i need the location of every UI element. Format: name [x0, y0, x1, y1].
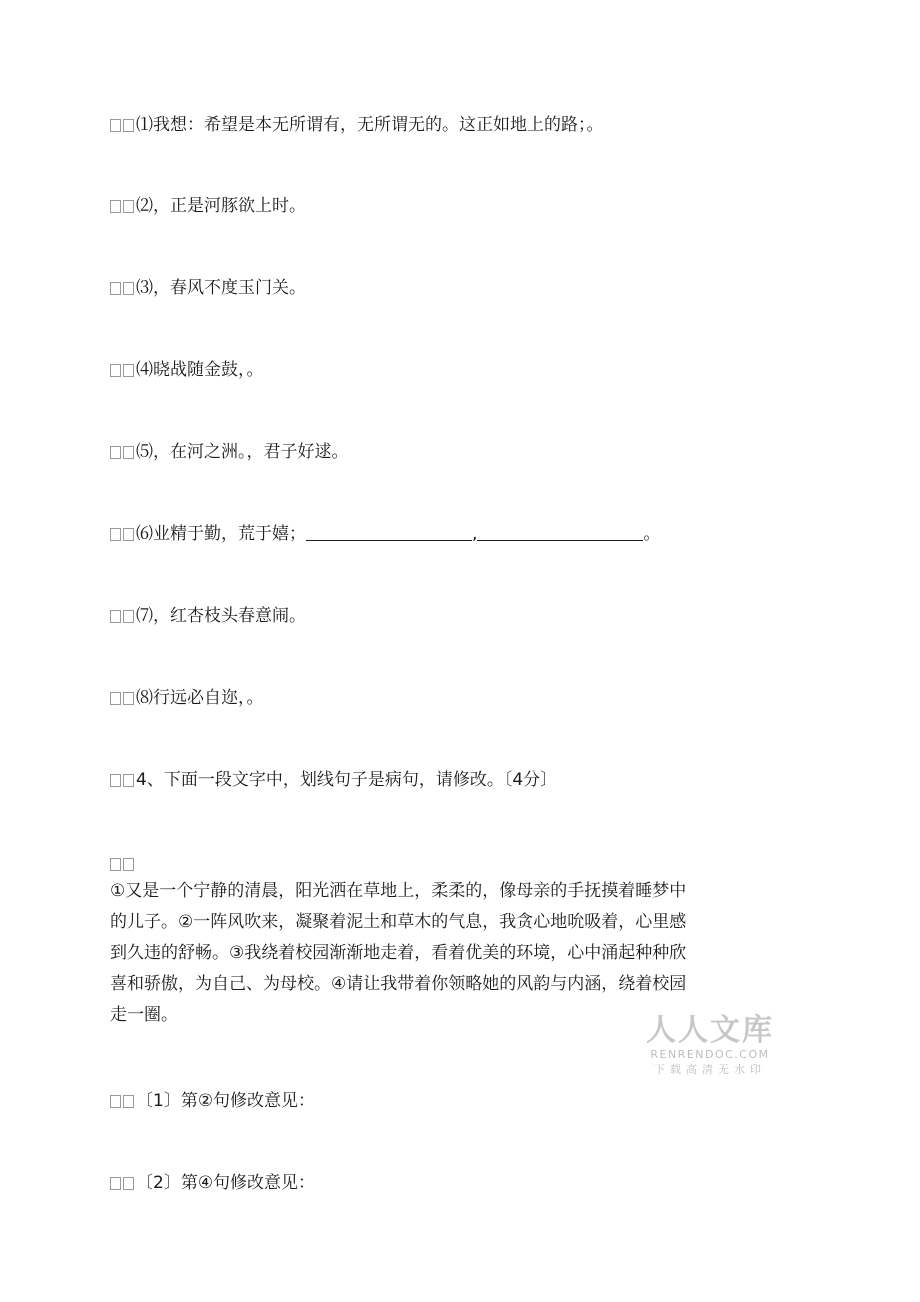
line-text: ⑶，春风不度玉门关。 [136, 278, 306, 298]
placeholder-box [123, 858, 134, 871]
watermark-domain: RENRENDOC.COM [650, 1048, 770, 1061]
placeholder-box [110, 364, 121, 377]
watermark-subtitle: 下载高清无水印 [654, 1063, 766, 1076]
placeholder-box [123, 446, 134, 459]
passage-paragraph [110, 876, 800, 1031]
line-text: ⑵，正是河豚欲上时。 [136, 196, 306, 216]
placeholder-box [123, 364, 134, 377]
placeholder-box [110, 1095, 121, 1108]
placeholder-box [123, 692, 134, 705]
blank-separator: , [472, 524, 478, 544]
placeholder-box [123, 200, 134, 213]
placeholder-box [123, 282, 134, 295]
passage-line: 到久违的舒畅。③我绕着校园渐渐地走着，看着优美的环境，心中涌起种种欣 [110, 943, 687, 963]
placeholder-box [123, 119, 134, 132]
passage-line: 喜和骄傲，为自己、为母校。④请让我带着你领略她的风韵与内涵，绕着校园 [110, 974, 687, 994]
revision-question-1 [110, 1090, 315, 1112]
answer-blank-2[interactable] [477, 524, 643, 541]
paragraph-indent-boxes [110, 854, 136, 873]
line-end-mark: 。 [643, 524, 661, 544]
placeholder-box [110, 692, 121, 705]
passage-line: 的儿子。②一阵风吹来，凝聚着泥土和草木的气息，我贪心地吮吸着，心里感 [110, 912, 687, 932]
placeholder-box [123, 610, 134, 623]
placeholder-box [123, 528, 134, 541]
passage-line: 走一圈。 [110, 1005, 178, 1025]
line-text: ⑷晓战随金鼓，。 [136, 360, 264, 380]
fill-in-line-8 [110, 687, 264, 709]
question-4-heading [110, 769, 557, 791]
question-text: 4、下面一段文字中，划线句子是病句，请修改。〔4分〕 [136, 770, 558, 790]
line-text: ⑺，红杏枝头春意闹。 [136, 606, 306, 626]
line-text: ⑸，在河之洲。，君子好逑。 [136, 442, 349, 462]
placeholder-box [123, 774, 134, 787]
placeholder-box [110, 528, 121, 541]
placeholder-box [110, 282, 121, 295]
fill-in-line-4 [110, 359, 264, 381]
fill-in-line-3 [110, 277, 306, 299]
line-text: ⑹业精于勤，荒于嬉； [136, 524, 306, 544]
line-text: ⑴我想：希望是本无所谓有，无所谓无的。这正如地上的路；。 [136, 115, 604, 135]
placeholder-box [110, 446, 121, 459]
revision-question-2 [110, 1172, 315, 1194]
fill-in-line-6 [110, 523, 660, 545]
placeholder-box [110, 200, 121, 213]
placeholder-box [123, 1177, 134, 1190]
placeholder-box [110, 610, 121, 623]
watermark-logo [640, 1014, 780, 1077]
placeholder-box [110, 1177, 121, 1190]
question-text: 〔1〕第②句修改意见： [136, 1091, 316, 1111]
placeholder-box [110, 858, 121, 871]
fill-in-line-5 [110, 441, 349, 463]
answer-blank-1[interactable] [306, 524, 472, 541]
fill-in-line-2 [110, 195, 306, 217]
watermark-title: 人人文库 [646, 1013, 774, 1048]
passage-line: ①又是一个宁静的清晨，阳光洒在草地上，柔柔的，像母亲的手抚摸着睡梦中 [110, 881, 687, 901]
placeholder-box [110, 119, 121, 132]
line-text: ⑻行远必自迩，。 [136, 688, 264, 708]
placeholder-box [123, 1095, 134, 1108]
fill-in-line-1 [110, 114, 604, 136]
fill-in-line-7 [110, 605, 306, 627]
placeholder-box [110, 774, 121, 787]
question-text: 〔2〕第④句修改意见： [136, 1173, 316, 1193]
